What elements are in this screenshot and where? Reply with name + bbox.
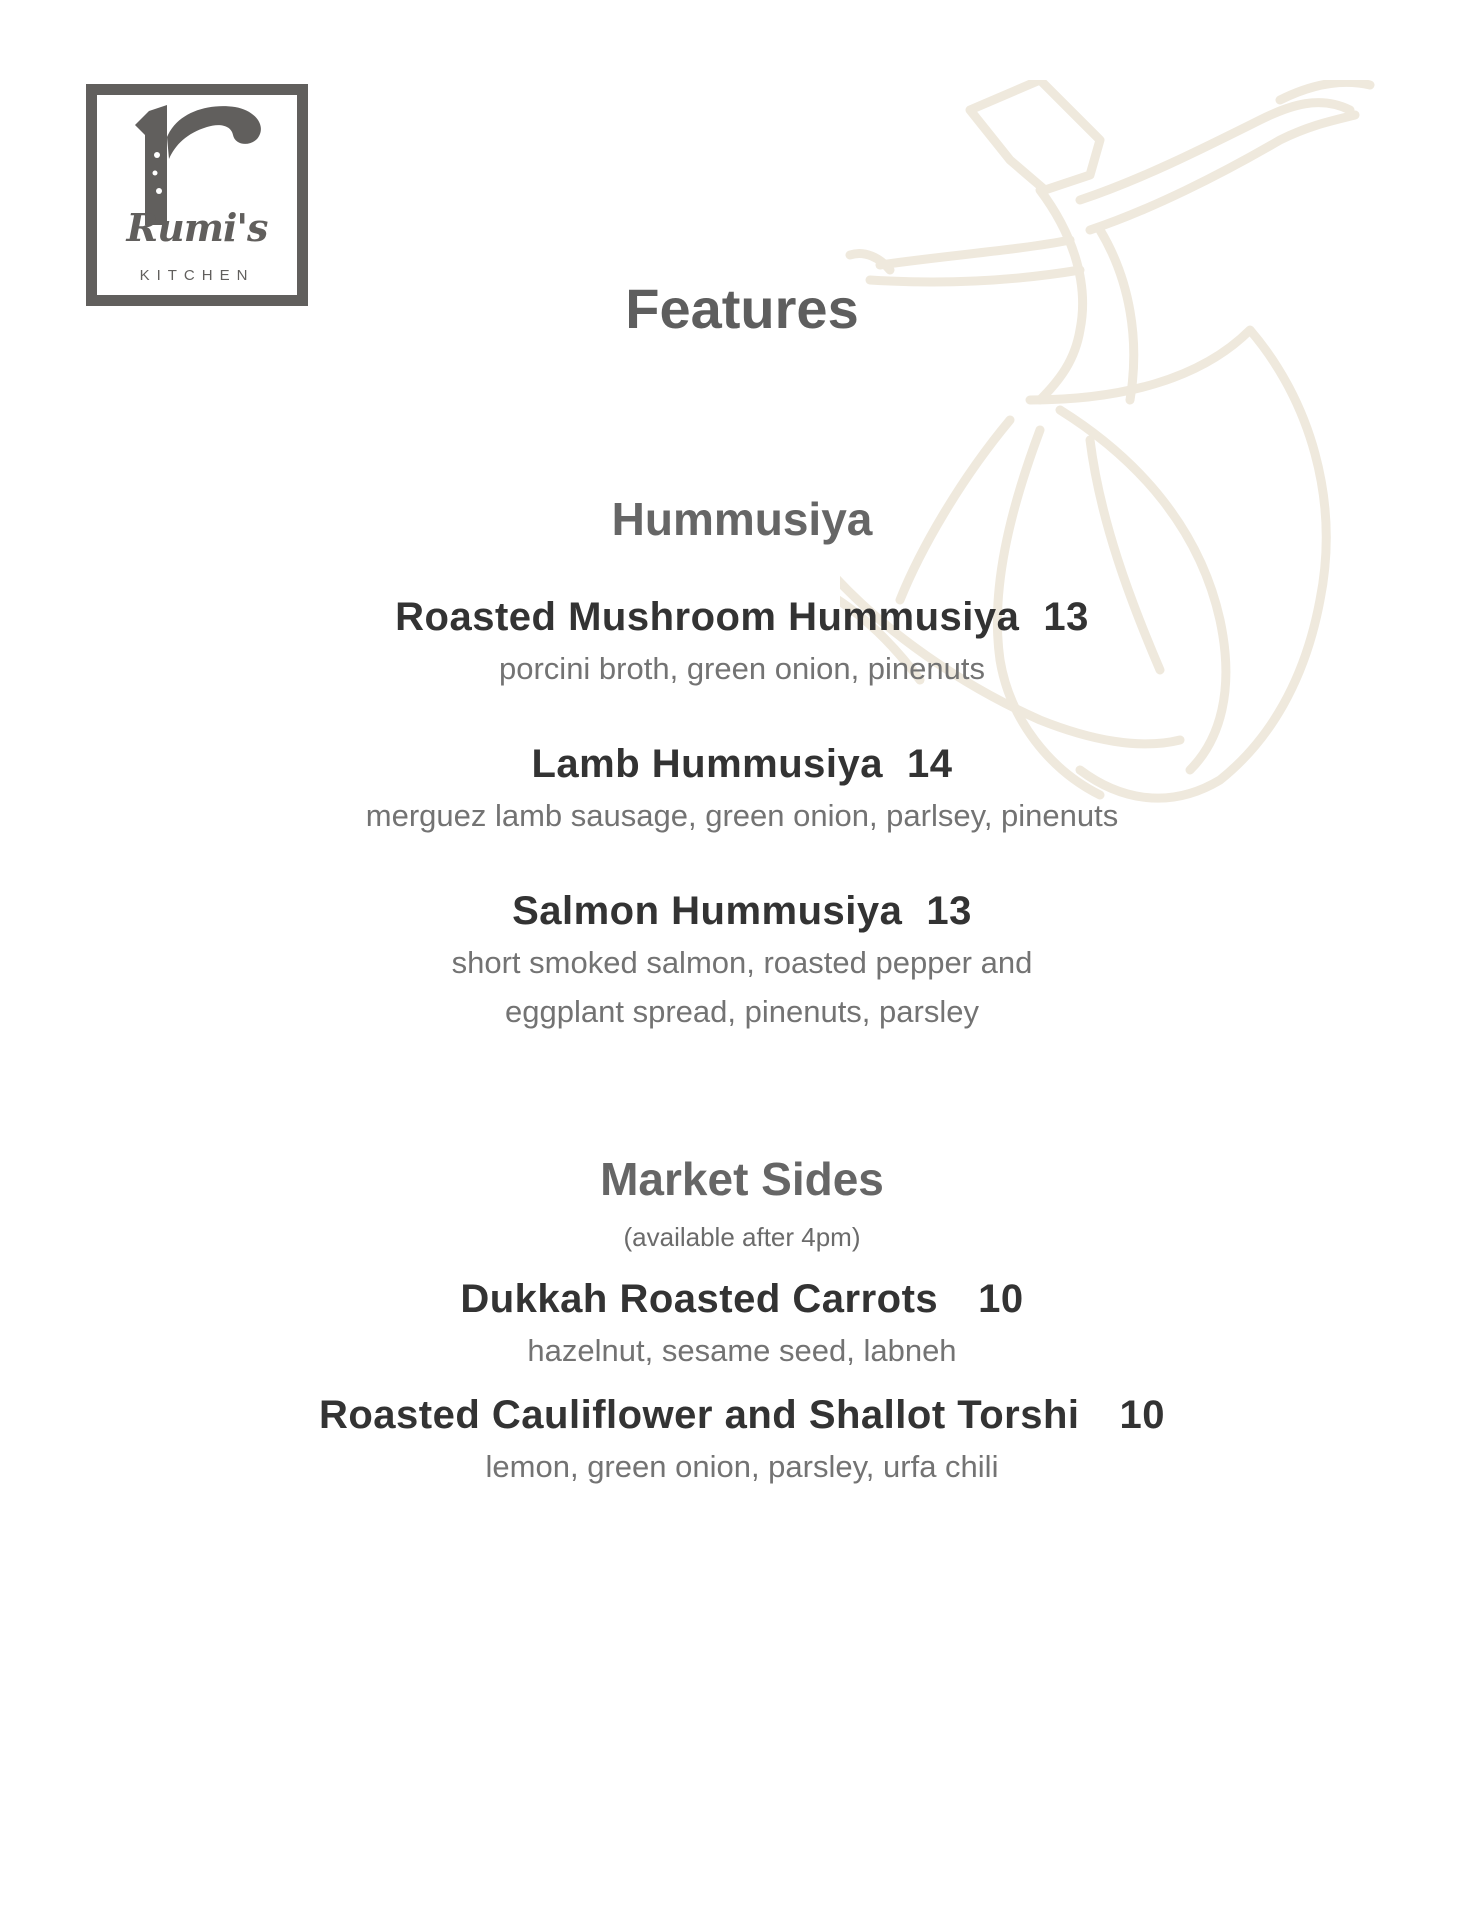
item-title: Lamb Hummusiya (531, 742, 884, 786)
logo-r-mark (97, 95, 297, 295)
section-heading-hummusiya: Hummusiya (611, 493, 873, 545)
menu-item-name (0, 595, 1484, 640)
menu-item-name (0, 889, 1484, 934)
page-title: Features (625, 277, 859, 340)
item-price: 13 (1043, 595, 1089, 639)
whirling-dervish-illustration (840, 80, 1400, 820)
menu-item-description: hazelnut, sesame seed, labneh (527, 1333, 957, 1368)
item-title: Salmon Hummusiya (512, 889, 903, 933)
rumis-kitchen-logo (86, 84, 308, 306)
menu-item-description: porcini broth, green onion, pinenuts (499, 651, 985, 686)
menu-item-description: short smoked salmon, roasted pepper and (451, 945, 1033, 980)
logo-kitchen-text: KITCHEN (139, 267, 255, 284)
menu-item-name (0, 1393, 1484, 1438)
item-price: 14 (907, 742, 953, 786)
menu-item-name (0, 1277, 1484, 1322)
item-title: Dukkah Roasted Carrots (460, 1277, 939, 1321)
menu-item-description: eggplant spread, pinenuts, parsley (505, 994, 979, 1029)
item-title: Roasted Mushroom Hummusiya (395, 595, 1020, 639)
menu-item-description: merguez lamb sausage, green onion, parlsey, pinenuts (365, 798, 1119, 833)
section-note: (available after 4pm) (623, 1222, 861, 1252)
menu-item-description: lemon, green onion, parsley, urfa chili (485, 1449, 999, 1484)
logo-script-text: Rumi's (126, 205, 268, 250)
item-price: 13 (926, 889, 972, 933)
item-price: 10 (978, 1277, 1024, 1321)
item-title: Roasted Cauliflower and Shallot Torshi (318, 1393, 1080, 1437)
menu-item-name (0, 742, 1484, 787)
section-heading-market-sides: Market Sides (600, 1153, 884, 1205)
item-price: 10 (1119, 1393, 1166, 1437)
